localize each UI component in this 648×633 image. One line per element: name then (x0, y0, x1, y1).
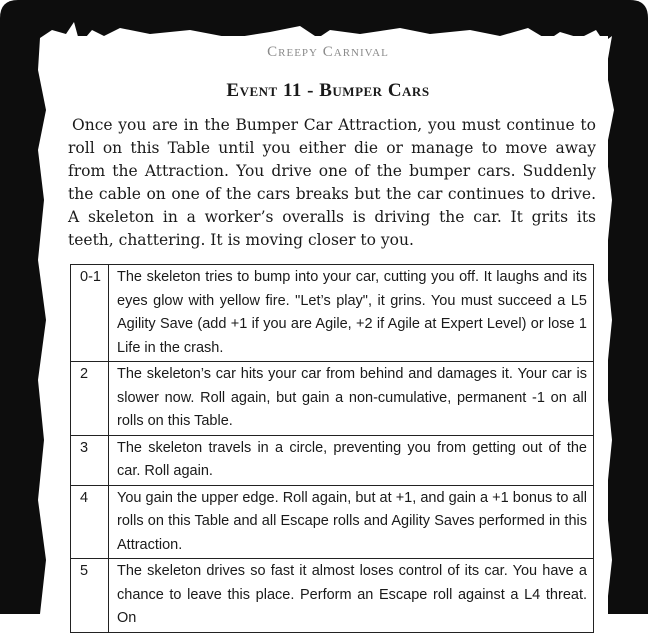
roll-result: You gain the upper edge. Roll again, but at +1, and gain a +1 bonus to all rolls on this Table and all Escape rolls and Agility Saves performed in this Attraction. (109, 485, 594, 559)
event-title: Event 11 - Bumper Cars (226, 80, 430, 101)
roll-value: 5 (71, 559, 109, 633)
roll-result: The skeleton drives so fast it almost loses control of its car. You have a chance to leave this place. Perform an Escape roll against a L4 threat. On (109, 559, 594, 633)
roll-value: 2 (71, 362, 109, 436)
document-page (48, 36, 608, 626)
running-header: Creepy Carnival (267, 44, 389, 60)
table-row (71, 265, 594, 362)
table-row (71, 362, 594, 436)
intro-paragraph: Once you are in the Bumper Car Attraction, you must continue to roll on this Table until you either die or manage to move away from the Attraction. You drive one of the bumper cars. Suddenly the cable on one of the cars breaks but the car continues to drive. A skeleton in a worker’s overalls is driving the car. It grits its teeth, chattering. It is moving closer to you. (68, 116, 596, 249)
roll-value: 4 (71, 485, 109, 559)
roll-value: 3 (71, 435, 109, 485)
roll-result: The skeleton’s car hits your car from behind and damages it. Your car is slower now. Roll again, but gain a non-cumulative, permanent -1 on all rolls on this Table. (109, 362, 594, 436)
table-row (71, 559, 594, 633)
roll-result: The skeleton travels in a circle, preventing you from getting out of the car. Roll again. (109, 435, 594, 485)
roll-value: 0-1 (71, 265, 109, 362)
table-row (71, 435, 594, 485)
roll-result: The skeleton tries to bump into your car, cutting you off. It laughs and its eyes glow with yellow fire. "Let’s play", it grins. You must succeed a L5 Agility Save (add +1 if you are Agile, +2 if Agile at Expert Level) or lose 1 Life in the crash. (109, 265, 594, 362)
event-table (70, 264, 594, 633)
table-row (71, 485, 594, 559)
